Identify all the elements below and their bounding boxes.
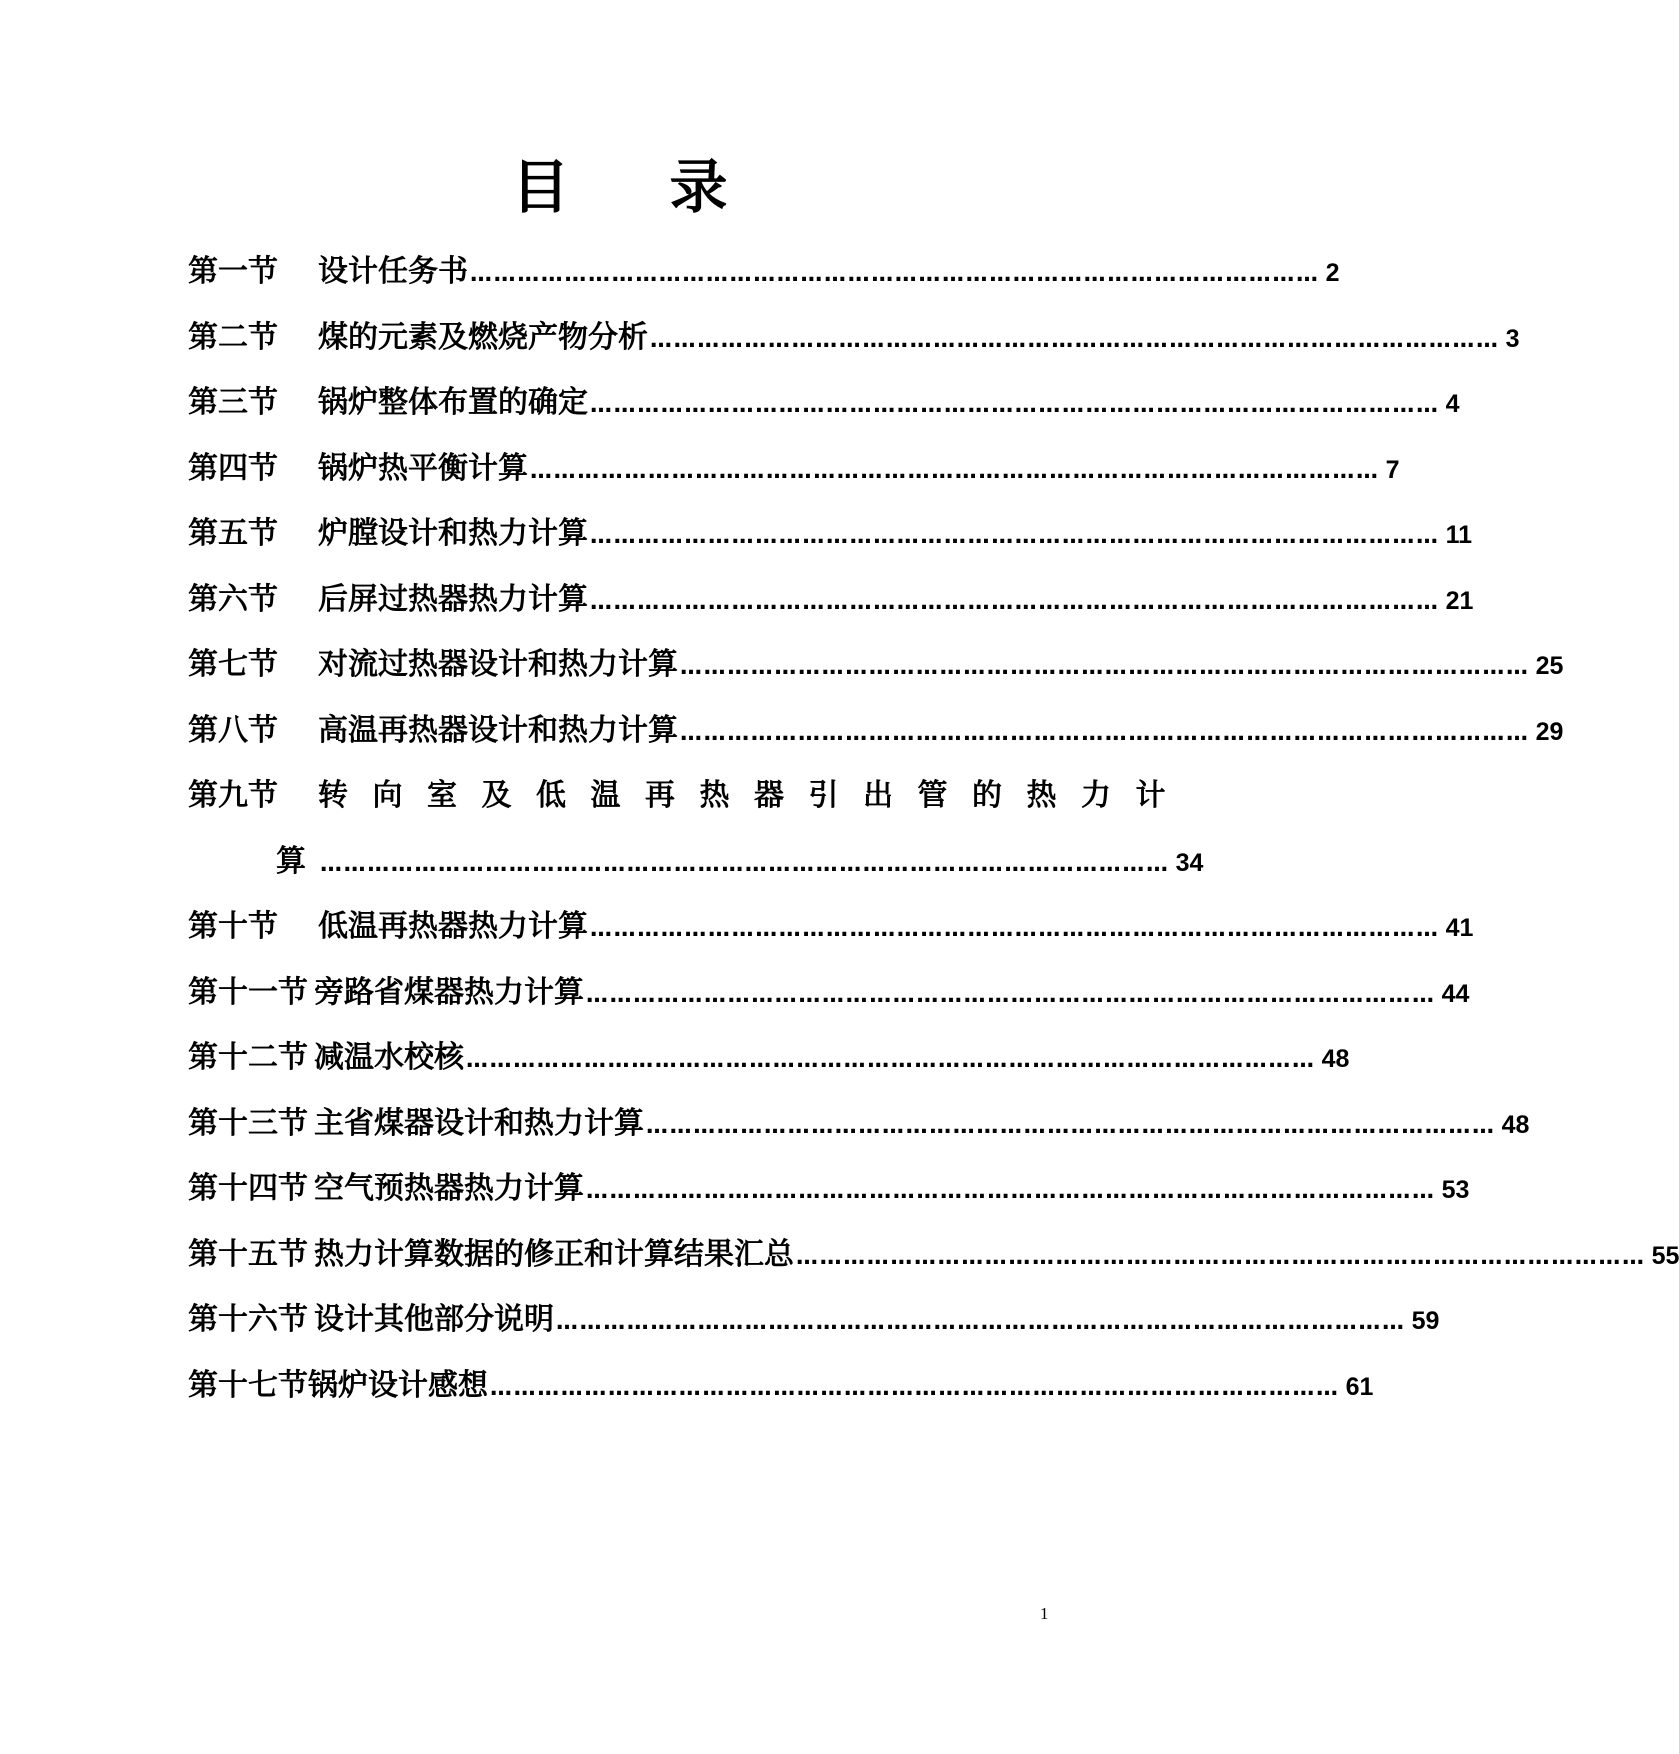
- toc-entry-number: 第一节: [188, 254, 278, 289]
- toc-entry-number: 第十三节: [188, 1105, 308, 1141]
- toc-dot-leader: ………………………………………………………………………………………………: [590, 524, 1440, 549]
- toc-entry[interactable]: [188, 1169, 1470, 1235]
- toc-entry-number: 第三节: [188, 385, 278, 420]
- toc-entry-page: 44: [1441, 979, 1470, 1008]
- toc-entry-title: 后屏过热器热力计算: [318, 581, 588, 617]
- toc-entry-page: 53: [1441, 1176, 1470, 1204]
- toc-entry-title: 空气预热器热力计算: [314, 1171, 584, 1206]
- toc-entry-title: 对流过热器设计和热力计算: [318, 647, 678, 682]
- toc-entry-title: 低温再热器热力计算: [318, 909, 588, 944]
- toc-entry-title: 锅炉整体布置的确定: [318, 385, 588, 420]
- toc-entry[interactable]: [188, 252, 1340, 318]
- toc-dot-leader: ………………………………………………………………………………………………: [320, 851, 1170, 877]
- toc-dot-leader: ………………………………………………………………………………………………: [680, 655, 1530, 680]
- toc-entry-page: 61: [1345, 1372, 1374, 1401]
- toc-entry-number: 第十二节: [188, 1040, 308, 1075]
- toc-entry-page: 2: [1325, 259, 1340, 287]
- toc-dot-leader: ………………………………………………………………………………………………: [466, 1048, 1316, 1073]
- toc-heading-char-1: 目: [511, 153, 572, 221]
- toc-entry[interactable]: [188, 449, 1400, 515]
- toc-entry-number: 第二节: [188, 319, 278, 355]
- toc-entry-title: 高温再热器设计和热力计算: [318, 712, 678, 748]
- toc-dot-leader: ………………………………………………………………………………………………: [590, 393, 1440, 418]
- toc-entry-title: 设计任务书: [318, 254, 468, 289]
- toc-entry-number: 第九节: [188, 778, 278, 813]
- toc-entry-title: 主省煤器设计和热力计算: [314, 1105, 644, 1141]
- toc-entry[interactable]: [188, 514, 1473, 580]
- toc-entry[interactable]: [188, 776, 1190, 842]
- toc-heading-char-2: 录: [669, 153, 730, 221]
- toc-dot-leader: ………………………………………………………………………………………………: [646, 1113, 1496, 1139]
- toc-entry-page: 7: [1385, 455, 1400, 484]
- toc-entry-number: 第七节: [188, 647, 278, 682]
- toc-entry-title: 锅炉热平衡计算: [318, 450, 528, 486]
- toc-dot-leader: ………………………………………………………………………………………………: [590, 917, 1440, 942]
- toc-entry-number: 第十节: [188, 909, 278, 944]
- toc-dot-leader: ………………………………………………………………………………………………: [796, 1244, 1646, 1270]
- toc-entry-number: 第十七节: [188, 1367, 308, 1403]
- toc-entry-page: 3: [1505, 324, 1520, 353]
- toc-entry-title: 旁路省煤器热力计算: [314, 974, 584, 1010]
- toc-entry-title: 煤的元素及燃烧产物分析: [318, 319, 648, 355]
- toc-entry-title: 设计其他部分说明: [314, 1302, 554, 1337]
- toc-entry-number: 第十五节: [188, 1236, 308, 1272]
- toc-entry-page: 41: [1445, 914, 1474, 942]
- page-number: 1: [1040, 1604, 1049, 1623]
- toc-entry[interactable]: [188, 973, 1470, 1039]
- toc-entry-page: 55: [1651, 1241, 1679, 1270]
- toc-dot-leader: ………………………………………………………………………………………………: [590, 589, 1440, 615]
- toc-entry[interactable]: [188, 1235, 1679, 1301]
- toc-dot-leader: ………………………………………………………………………………………………: [556, 1310, 1406, 1335]
- toc-entry[interactable]: [188, 907, 1474, 973]
- toc-dot-leader: ………………………………………………………………………………………………: [470, 262, 1320, 287]
- toc-entry-page: 48: [1321, 1045, 1350, 1073]
- toc-entry[interactable]: [188, 1366, 1374, 1432]
- toc-heading: [0, 153, 1241, 221]
- toc-dot-leader: ………………………………………………………………………………………………: [650, 327, 1500, 353]
- toc-entry-title: 炉膛设计和热力计算: [318, 516, 588, 551]
- toc-entry-title: 转向室及低温再热器引出管的热力计: [318, 778, 1190, 813]
- toc-dot-leader: ………………………………………………………………………………………………: [680, 720, 1530, 746]
- toc-entry[interactable]: [188, 711, 1564, 777]
- toc-entry[interactable]: [188, 1038, 1350, 1104]
- toc-entry[interactable]: [188, 318, 1520, 384]
- toc-dot-leader: ………………………………………………………………………………………………: [530, 458, 1380, 484]
- toc-entry-page: 11: [1445, 521, 1473, 549]
- toc-entry-number: 第十一节: [188, 974, 308, 1010]
- toc-entry-title: 减温水校核: [314, 1040, 464, 1075]
- toc-entry[interactable]: [188, 580, 1474, 646]
- toc-entry-number: 第十四节: [188, 1171, 308, 1206]
- toc-entry-title-continuation: 算: [276, 843, 306, 879]
- toc-entry-number: 第五节: [188, 516, 278, 551]
- toc-entry-number: 第八节: [188, 712, 278, 748]
- toc-dot-leader: ………………………………………………………………………………………………: [586, 1179, 1436, 1204]
- toc-entry-continuation[interactable]: [188, 842, 1204, 908]
- toc-entry[interactable]: [188, 645, 1564, 711]
- toc-entry[interactable]: [188, 383, 1460, 449]
- toc-entry-page: 34: [1175, 848, 1204, 877]
- toc-entry-page: 4: [1445, 390, 1460, 418]
- toc-entry-page: 59: [1411, 1307, 1440, 1335]
- toc-entry-title: 热力计算数据的修正和计算结果汇总: [314, 1236, 794, 1272]
- toc-entry[interactable]: [188, 1104, 1530, 1170]
- toc-entry[interactable]: [188, 1300, 1440, 1366]
- toc-dot-leader: ………………………………………………………………………………………………: [586, 982, 1436, 1008]
- toc-entry-page: 25: [1535, 652, 1564, 680]
- toc-entry-number: 第六节: [188, 581, 278, 617]
- toc-entry-page: 48: [1501, 1110, 1530, 1139]
- table-of-contents: [188, 252, 1679, 1431]
- toc-entry-number: 第四节: [188, 450, 278, 486]
- toc-entry-page: 29: [1535, 717, 1564, 746]
- toc-entry-number: 第十六节: [188, 1302, 308, 1337]
- toc-dot-leader: ………………………………………………………………………………………………: [490, 1375, 1340, 1401]
- toc-entry-page: 21: [1445, 586, 1474, 615]
- toc-entry-title: 锅炉设计感想: [308, 1367, 488, 1403]
